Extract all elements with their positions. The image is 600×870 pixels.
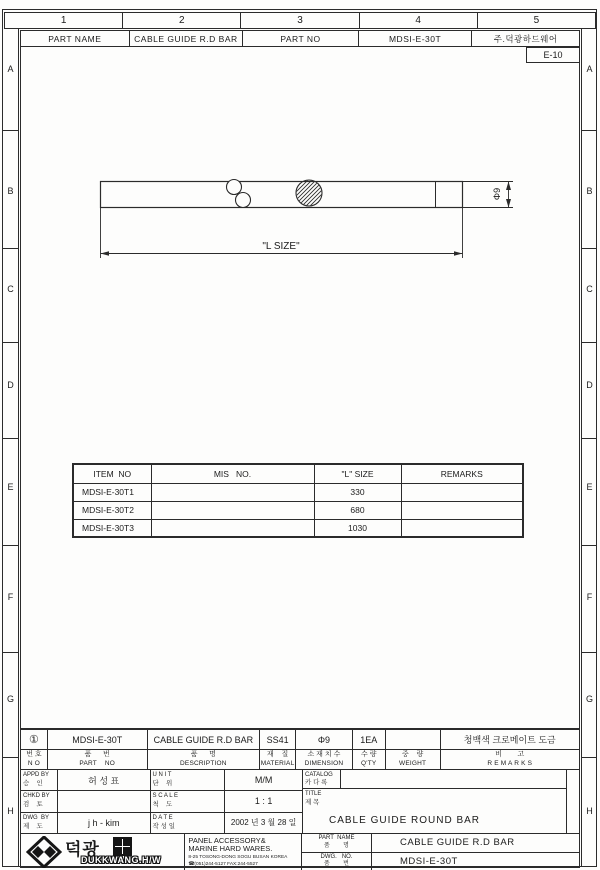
footer-dwg-no-value: MDSI-E-30T (400, 855, 458, 867)
zone-tick (582, 545, 597, 546)
legend-no (21, 750, 48, 769)
zone-tick (3, 248, 18, 249)
title-block-filler (566, 770, 579, 833)
zone-tick (3, 342, 18, 343)
item-weight (386, 730, 441, 749)
zone-code-box: E-10 (526, 47, 580, 63)
scale-label-en: S C A L E (152, 793, 179, 800)
date-label-en: D A T E (152, 814, 173, 821)
item-part-no: MDSI-E-30T (48, 730, 148, 749)
legend-weight-en: WEIGHT (399, 759, 427, 767)
col-header-remarks: REMARKS (401, 464, 523, 483)
table-row (73, 519, 523, 537)
header-part-name-value: CABLE GUIDE R.D BAR (130, 31, 244, 46)
zone-tick (3, 545, 18, 546)
approval-grid (21, 770, 303, 833)
approval-row-appd (21, 770, 302, 791)
cell-l-size: 330 (314, 483, 401, 501)
zone-letter: F (586, 592, 593, 602)
chkd-by-label-kr: 검 토 (23, 801, 43, 809)
dwg-by-label (21, 813, 58, 833)
zone-letter: D (7, 380, 14, 390)
item-material: SS41 (260, 730, 296, 749)
approval-section (21, 770, 579, 834)
zone-letter-strip-right (581, 29, 597, 867)
dwg-by-label-kr: 제 도 (23, 822, 43, 830)
chkd-by-value (58, 791, 151, 811)
legend-dimension (296, 750, 353, 769)
zone-tick (3, 130, 18, 131)
diameter-dimension-label: Φ9 (492, 187, 502, 201)
company-logo-cell (21, 834, 185, 870)
legend-material (260, 750, 296, 769)
catalog-label (303, 770, 341, 788)
company-info (185, 834, 302, 870)
date-label-kr: 작 성 일 (152, 822, 175, 830)
footer-part-name-label (302, 834, 372, 852)
appd-by-value: 허 성 표 (58, 770, 151, 790)
zone-number: 5 (533, 15, 540, 26)
zone-letter: C (586, 284, 593, 294)
appd-by-label-en: APPD BY (23, 772, 50, 779)
item-row (21, 730, 579, 750)
zone-letter: D (586, 380, 593, 390)
round-bar-outline (101, 182, 463, 208)
zone-tick (3, 438, 18, 439)
chkd-by-label-en: CHKD BY (23, 793, 50, 800)
legend-qty-en: Q'TY (361, 759, 377, 767)
legend-dimension-kr: 소 재 치 수 (307, 751, 341, 759)
col-header-l-size: "L" SIZE (314, 464, 401, 483)
col-header-item-no: ITEM NO (73, 464, 151, 483)
item-qty: 1EA (353, 730, 386, 749)
header-company: 주.덕광하드웨어 (493, 33, 558, 44)
date-value: 2002 년 3 월 28 일 (230, 818, 297, 828)
cell-mis-no (151, 501, 314, 519)
footer-part-name-label-en: PART NAME (318, 835, 355, 842)
footer-part-name-value: CABLE GUIDE R.D BAR (400, 837, 515, 849)
col-header-mis-no: MIS NO. (151, 464, 314, 483)
zone-number: 4 (360, 13, 478, 28)
legend-part-no-en: PART NO (79, 759, 116, 767)
item-remarks: 청백색 크로메이트 도금 (463, 735, 556, 745)
cell-remarks (401, 501, 523, 519)
cell-item-no: MDSI-E-30T1 (73, 483, 151, 501)
company-logo-roman: DUKKWANG.H/W (81, 855, 161, 865)
zone-tick (582, 130, 597, 131)
legend-part-no-kr: 품 번 (84, 751, 110, 759)
item-description: CABLE GUIDE R.D BAR (148, 730, 261, 749)
company-footer (21, 834, 579, 870)
zone-number: 3 (241, 13, 359, 28)
cell-l-size: 1030 (314, 519, 401, 537)
legend-weight (386, 750, 441, 769)
zone-letter-strip-left (3, 29, 19, 867)
zone-letter: G (585, 694, 593, 704)
size-variants-table (72, 463, 524, 538)
zone-letter: F (7, 592, 14, 602)
zone-letter: E (586, 482, 593, 492)
dwg-by-label-en: DWG BY (23, 814, 50, 821)
unit-label-kr: 단 위 (152, 779, 173, 787)
scale-label (151, 791, 226, 811)
zone-letter: H (7, 806, 14, 816)
legend-remarks (441, 750, 580, 769)
company-phone: ☎(051)244-5127 FAX:244-5527 (188, 861, 258, 867)
item-index: ① (21, 730, 48, 749)
legend-remarks-kr: 비 고 (495, 751, 525, 759)
header-part-name-label: PART NAME (21, 31, 130, 46)
table-row (73, 483, 523, 501)
zone-letter: A (586, 64, 593, 74)
footer-dwg-no-label-kr: 품 번 (324, 861, 349, 868)
footer-id-block (302, 834, 579, 870)
length-dimension-label: "L SIZE" (262, 241, 300, 252)
legend-material-kr: 재 질 (266, 751, 289, 759)
zone-letter: C (7, 284, 14, 294)
legend-description (148, 750, 261, 769)
zone-letter: G (6, 694, 14, 704)
unit-value: M/M (254, 775, 273, 786)
part-drawing (80, 150, 530, 270)
title-label (305, 791, 321, 807)
footer-dwg-no-label (302, 853, 372, 870)
legend-qty (353, 750, 386, 769)
legend-remarks-en: R E M A R K S (487, 759, 533, 767)
unit-label-en: U N I T (152, 772, 172, 779)
legend-row (21, 750, 579, 770)
legend-no-kr: 번 호 (26, 751, 42, 759)
zone-tick (582, 438, 597, 439)
item-dimension: Φ9 (296, 730, 353, 749)
title-value: CABLE GUIDE ROUND BAR (329, 815, 481, 826)
zone-number: 2 (123, 13, 241, 28)
logo-stamp-icon (113, 837, 132, 856)
zone-letter: B (586, 186, 593, 196)
cell-item-no: MDSI-E-30T2 (73, 501, 151, 519)
legend-qty-kr: 수 량 (361, 751, 377, 759)
legend-no-en: N O (27, 759, 41, 767)
header-part-no-value: MDSI-E-30T (359, 31, 473, 46)
zone-tick (582, 652, 597, 653)
scale-value: 1 : 1 (254, 796, 273, 807)
zone-letter: E (7, 482, 14, 492)
chkd-by-label (21, 791, 58, 811)
break-symbol (227, 180, 251, 208)
scale-label-kr: 척 도 (152, 801, 173, 809)
zone-letter: H (586, 806, 593, 816)
footer-part-name-label-kr: 품 명 (324, 842, 349, 849)
approval-row-chkd (21, 791, 302, 812)
company-address: 8-25 TOSONG-DONG SOGU BUSAN KOREA (188, 855, 288, 861)
zone-tick (3, 652, 18, 653)
cell-item-no: MDSI-E-30T3 (73, 519, 151, 537)
company-line1: PANEL ACCESSORY& (188, 835, 266, 845)
table-header-row (73, 464, 523, 483)
header-part-no-label: PART NO (243, 31, 359, 46)
catalog-label-en: CATALOG (305, 771, 333, 778)
title-label-kr: 제 목 (305, 798, 320, 806)
catalog-label-kr: 카 다 록 (305, 778, 328, 786)
legend-part-no (48, 750, 148, 769)
company-logo-korean: 덕광 (65, 840, 100, 859)
zone-number: 1 (5, 13, 123, 28)
catalog-row (303, 770, 566, 789)
cell-l-size: 680 (314, 501, 401, 519)
catalog-value (341, 770, 566, 788)
footer-dwg-no-row (302, 853, 579, 870)
cell-remarks (401, 483, 523, 501)
cell-remarks (401, 519, 523, 537)
title-block (20, 728, 580, 868)
cell-mis-no (151, 519, 314, 537)
zone-tick (582, 248, 597, 249)
diameter-dimension (463, 182, 514, 208)
title-label-en: TITLE (305, 791, 322, 797)
unit-label (151, 770, 226, 790)
cell-mis-no (151, 483, 314, 501)
title-box (303, 789, 566, 833)
dwg-by-value: j h - kim (58, 813, 151, 833)
stamp-detail (122, 839, 123, 854)
zone-tick (582, 342, 597, 343)
company-diamond-icon (26, 836, 62, 868)
zone-letter: A (7, 64, 14, 74)
legend-dimension-en: DIMENSION (304, 759, 344, 767)
sheet-header-row (20, 30, 580, 47)
zone-number-strip (4, 12, 596, 29)
table-row (73, 501, 523, 519)
legend-material-en: MATERIAL (260, 759, 295, 767)
legend-description-en: DESCRIPTION (180, 759, 227, 767)
zone-tick (3, 757, 18, 758)
appd-by-label-kr: 승 인 (23, 779, 43, 787)
company-line2: MARINE HARD WARES. (188, 844, 273, 854)
date-label (151, 813, 226, 833)
legend-weight-kr: 중 량 (401, 751, 424, 759)
section-hatch-circle (294, 164, 324, 222)
footer-part-name-row (302, 834, 579, 853)
appd-by-label (21, 770, 58, 790)
zone-letter: B (7, 186, 14, 196)
approval-row-dwg (21, 813, 302, 833)
footer-dwg-no-label-en: DWG. NO. (320, 853, 353, 860)
title-section (303, 770, 566, 833)
legend-description-kr: 품 명 (190, 751, 216, 759)
zone-tick (582, 757, 597, 758)
